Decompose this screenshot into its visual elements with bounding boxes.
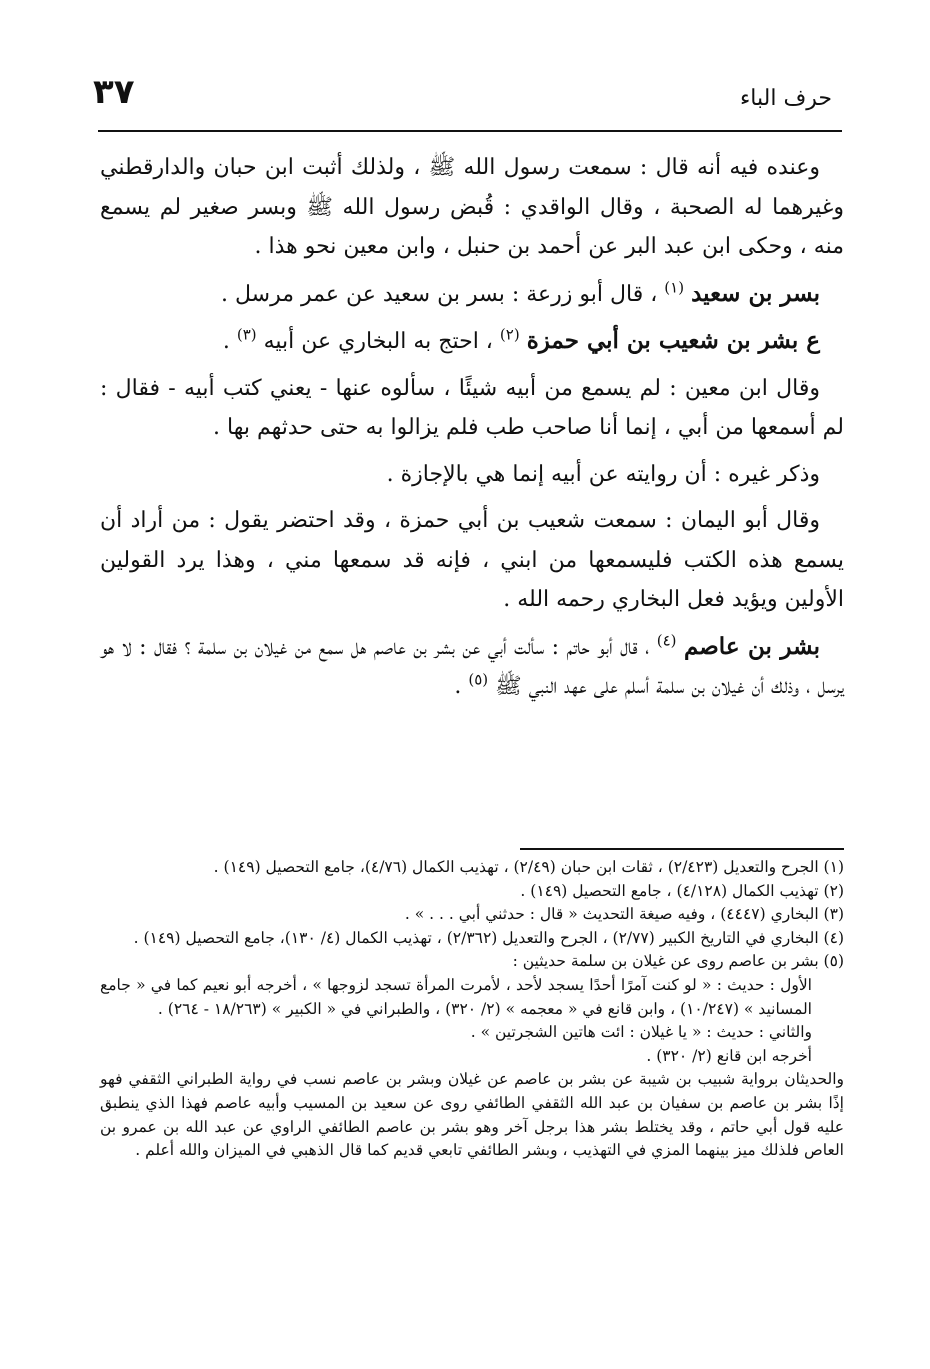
footnote-1: (١) الجرح والتعديل (٢/٤٢٣) ، ثقات ابن حبان (٢/٤٩) ، تهذيب الكمال (٤/٧٦)، جامع التحصيل (١٤٩) . xyxy=(213,858,844,876)
footnote-5-intro: (٥) بشر بن عاصم روى عن غيلان بن سلمة حديثين : xyxy=(512,952,844,971)
entry-text: ، قال أبو حاتم : سألت أبي عن بشر بن عاصم هل سمع من غيلان بن سلمة ؟ فقال : لا هو يرسل ، وذلك أن غيلان بن سلمة أسلم على عهد النبي ﷺ xyxy=(100,634,844,699)
footnote-ref: (٥) xyxy=(468,670,489,689)
entry-end: . xyxy=(222,329,237,354)
entry-prefix: ع xyxy=(798,327,820,354)
footnote-5-second-source: أخرجه ابن قانع (٢/ ٣٢٠) . xyxy=(646,1046,812,1065)
entry-name: بشر بن شعيب بن أبي حمزة xyxy=(526,327,799,354)
footnote-ref: (٣) xyxy=(236,325,257,344)
running-head: حرف الباء xyxy=(739,86,832,111)
entry-bishr-ibn-asim xyxy=(100,627,844,707)
footnote-3: (٣) البخاري (٤٤٤٧) ، وفيه صيغة التحديث « قال : حدثني أبي . . . » . xyxy=(404,905,844,924)
footnote-ref: (٢) xyxy=(499,325,520,344)
main-text xyxy=(100,148,844,707)
footnote-5-final: والحديثان برواية شبيب بن شيبة عن بشر بن عاصم عن غيلان وبشر بن عاصم نسب في رواية الطبراني الثقفي فهو إذًا بشر بن عاصم بن سفيان بن عبد الله الثقفي الطائفي روى عن سعيد بن المسيب وأبيه عاصم فهذا الذي ينطبق عليه قول أبي حاتم ، وقد يختلط بشر هذا برجل آخر وهو بشر بن عاصم الطائفي الراوي عن عبد الله بن عمرو بن العاص فلذلك ميز بينهما المزي في التهذيب ، وبشر الطائفي تابعي قديم كما قال الذهبي في الميزان والله أعلم . xyxy=(100,1070,844,1160)
entry-text: ، احتج به البخاري عن أبيه xyxy=(256,329,500,354)
paragraph-4: وذكر غيره : أن روايته عن أبيه إنما هي بالإجازة . xyxy=(386,461,820,487)
footnote-5-second: والثاني : حديث : « يا غيلان : ائت هاتين الشجرتين » . xyxy=(470,1023,812,1042)
entry-text: ، قال أبو زرعة : بسر بن سعيد عن عمر مرسل . xyxy=(221,281,665,307)
footnote-ref: (٤) xyxy=(656,631,677,650)
entry-bishr-ibn-shuayb xyxy=(100,321,844,362)
page-number: ٣٧ xyxy=(93,72,135,112)
header-rule xyxy=(98,130,842,132)
footnote-5-first: الأول : حديث : « لو كنت آمرًا أحدًا يسجد لأحد ، لأمرت المرأة تسجد لزوجها » ، أخرجه أبو نعيم كما في « جامع المسانيد » (١٠/٢٤٧) ، وابن قانع في « معجمه » (٢/ ٣٢٠) ، والطبراني في « الكبير » (١٨/٢٦٣ - ٢٦٤) . xyxy=(100,975,812,1018)
footnote-4: (٤) البخاري في التاريخ الكبير (٢/٧٧) ، الجرح والتعديل (٢/٣٦٢) ، تهذيب الكمال (٤/ ١٣٠)، جامع التحصيل (١٤٩) . xyxy=(133,928,844,947)
paragraph-3: وقال ابن معين : لم يسمع من أبيه شيئًا ، سألوه عنها - يعني كتب أبيه - فقال : لم أسمعها من أبي ، إنما أنا صاحب طب فلم يزالوا به حتى حدثهم بها . xyxy=(100,375,844,440)
paragraph-5: وقال أبو اليمان : سمعت شعيب بن أبي حمزة ، وقد احتضر يقول : من أراد أن يسمع هذه الكتب فليسمعها من ابني ، فإنه قد سمعها مني ، وهذا يرد القولين الأولين ويؤيد فعل البخاري رحمه الله . xyxy=(100,508,844,612)
footnote-rule xyxy=(520,848,844,850)
footnote-ref: (١) xyxy=(664,278,685,297)
footnotes xyxy=(100,856,844,1163)
entry-name: بسر بن سعيد xyxy=(691,279,820,307)
footnote-2: (٢) تهذيب الكمال (٤/١٢٨) ، جامع التحصيل (١٤٩) . xyxy=(520,881,844,900)
entry-end: . xyxy=(454,674,469,699)
entry-name: بشر بن عاصم xyxy=(683,632,820,660)
paragraph-1: وعنده فيه أنه قال : سمعت رسول الله ﷺ ، ولذلك أثبت ابن حبان والدارقطني وغيرهما له الصحبة ، وقال الواقدي : قُبض رسول الله ﷺ وبسر صغير لم يسمع منه ، وحكى ابن عبد البر عن أحمد بن حنبل ، وابن معين نحو هذا . xyxy=(100,155,844,259)
entry-busr-ibn-said xyxy=(100,274,844,315)
